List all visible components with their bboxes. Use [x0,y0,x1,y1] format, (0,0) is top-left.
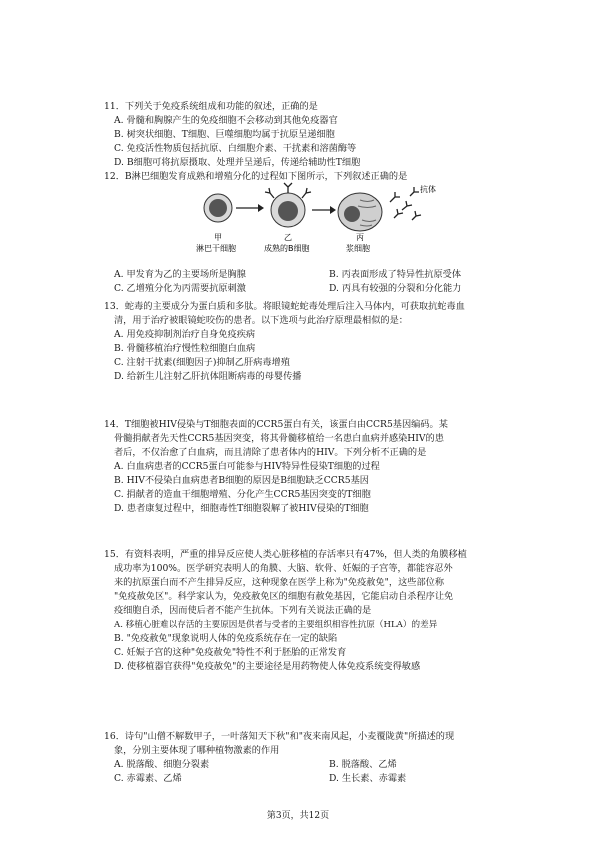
label-bing: 丙 [356,233,364,242]
q16-option-b: B. 脱落酸、乙烯 [329,759,397,770]
q12-option-c: C. 乙增殖分化为丙需要抗原刺激 [114,283,246,294]
question-12-options [104,268,544,296]
question-13-stem-1: 13．蛇毒的主要成分为蛋白质和多肽。将眼镜蛇蛇毒处理后注入马体内，可获取抗蛇毒血 [104,301,465,312]
q16-option-c: C. 赤霉素、乙烯 [114,773,182,784]
question-15-line-3: 来的抗原蛋白而不产生排异反应，这种现象在医学上称为"免疫赦免"，这些部位称 [114,577,445,588]
arrow-1-icon [236,204,264,212]
q11-option-c: C. 免疫活性物质包括抗原、白细胞介素、干扰素和溶菌酶等 [114,143,357,154]
q14-option-a: A. 白血病患者的CCR5蛋白可能参与HIV特异性侵染T细胞的过程 [114,461,380,472]
q11-option-b: B. 树突状细胞、T细胞、巨噬细胞均属于抗原呈递细胞 [114,129,335,140]
q13-option-b: B. 骨髓移植治疗慢性粒细胞白血病 [114,343,256,354]
label-yi-name: 成熟的B细胞 [264,244,310,253]
q14-option-c: C. 捐献者的造血干细胞增殖、分化产生CCR5基因突变的T细胞 [114,489,371,500]
q12-option-b: B. 丙表面形成了特异性抗原受体 [329,269,462,280]
question-11 [104,100,544,170]
q12-option-a: A. 甲发育为乙的主要场所是胸腺 [114,269,246,280]
question-14 [104,418,544,516]
q13-option-a: A. 用免疫抑制剂治疗自身免疫疾病 [114,329,256,340]
question-15-line-1: 15．有资料表明，严重的排异反应使人类心脏移植的存活率只有47%，但人类的角膜移植 [104,549,467,560]
question-11-stem: 11．下列关于免疫系统组成和功能的叙述，正确的是 [104,101,318,112]
antibody-icon [390,187,421,220]
q14-option-d: D. 患者康复过程中，细胞毒性T细胞裂解了被HIV侵染的T细胞 [114,503,369,514]
question-13-stem-2: 清，用于治疗被眼镜蛇咬伤的患者。以下选项与此治疗原理最相似的是： [114,315,408,326]
question-14-stem-3: 者后，不仅治愈了白血病，而且清除了患者体内的HIV。下列分析不正确的是 [114,447,427,458]
lymphoid-stem-cell [204,194,232,222]
question-15-line-4: "免疫赦免区"。科学家认为，免疫赦免区的细胞有赦免基因，它能启动自杀程序让免 [114,591,454,602]
q13-option-c: C. 注射干扰素(细胞因子)抑制乙肝病毒增殖 [114,357,290,368]
question-15-line-2: 成功率为100%。医学研究表明人的角膜、大脑、软骨、妊娠的子宫等，都能容忍外 [114,563,453,574]
question-16-stem-2: 象，分别主要体现了哪种植物激素的作用 [114,745,280,756]
q11-option-d: D. B细胞可将抗原摄取、处理并呈递后，传递给辅助性T细胞 [114,157,361,168]
question-12-stem: 12．B淋巴细胞发育成熟和增殖分化的过程如下图所示，下列叙述正确的是 [104,171,408,182]
label-bing-name: 浆细胞 [346,244,370,253]
label-yi: 乙 [284,233,292,242]
label-jia: 甲 [214,233,222,242]
q15-option-a: A. 移植心脏难以存活的主要原因是供者与受者的主要组织相容性抗原（HLA）的差异 [114,620,438,630]
question-15 [104,548,544,674]
q15-option-c: C. 妊娠子宫的这种"免疫赦免"特性不利于胚胎的正常发育 [114,647,347,658]
question-16 [104,730,544,786]
q13-option-d: D. 给新生儿注射乙肝抗体阻断病毒的母婴传播 [114,371,302,382]
q15-option-d: D. 使移植器官获得"免疫赦免"的主要途径是用药物使人体免疫系统变得敏感 [114,661,421,672]
q14-option-b: B. HIV不侵染白血病患者B细胞的原因是B细胞缺乏CCR5基因 [114,475,369,486]
question-14-stem-2: 骨髓捐献者先天性CCR5基因突变，将其骨髓移植给一名患白血病并感染HIV的患 [114,433,444,444]
page-footer: 第3页，共12页 [266,811,330,821]
mature-b-cell [265,183,311,227]
q15-option-b: B. "免疫赦免"现象说明人体的免疫系统存在一定的缺陷 [114,633,338,644]
question-13 [104,300,544,384]
q16-option-a: A. 脱落酸、细胞分裂素 [114,759,210,770]
question-14-stem-1: 14．T细胞被HIV侵染与T细胞表面的CCR5蛋白有关，该蛋白由CCR5基因编码。某 [104,419,448,430]
q12-option-d: D. 丙具有较强的分裂和分化能力 [329,283,462,294]
q11-option-a: A. 骨髓和胸腺产生的免疫细胞不会移动到其他免疫器官 [114,115,338,126]
antibody-label: 抗体 [420,185,436,194]
label-jia-name: 淋巴干细胞 [196,244,236,253]
arrow-2-icon [312,206,336,214]
b-cell-diagram [190,180,450,262]
q16-option-d: D. 生长素、赤霉素 [329,773,407,784]
question-16-stem-1: 16．诗句"山僧不解数甲子，一叶落知天下秋"和"夜来南风起，小麦覆陇黄"所描述的现 [104,731,455,742]
question-15-line-5: 疫细胞自杀，因而使后者不能产生抗体。下列有关说法正确的是 [114,605,372,616]
plasma-cell [338,193,382,231]
